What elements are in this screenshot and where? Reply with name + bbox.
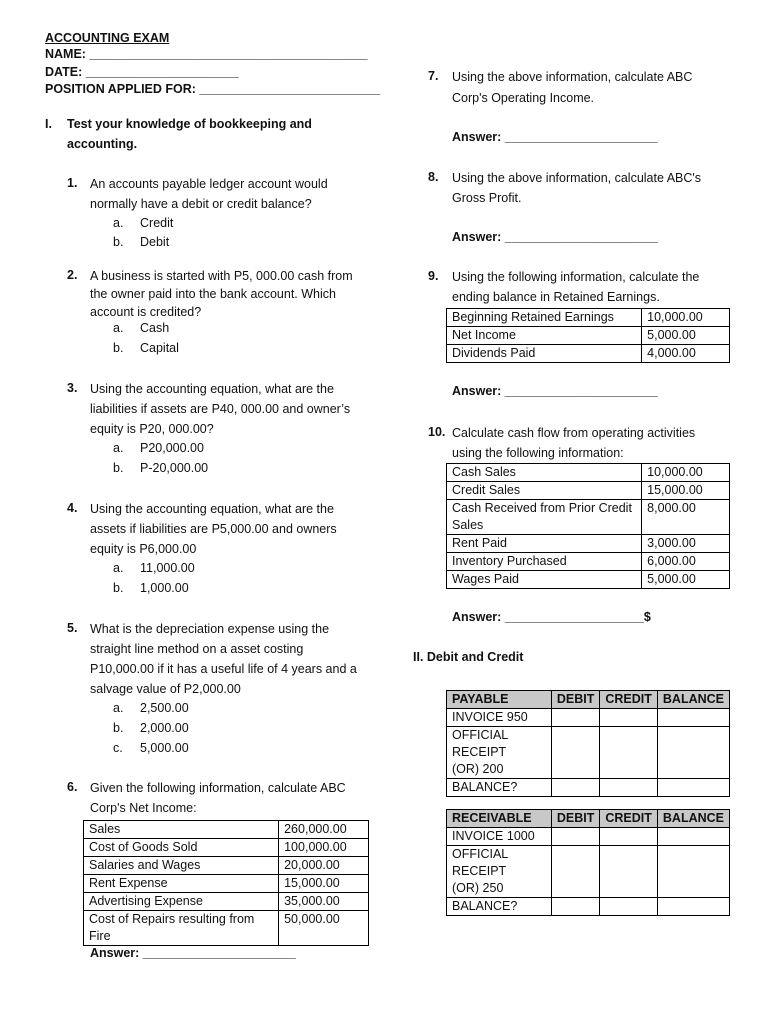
option-text: Capital — [140, 341, 179, 355]
net-income-table — [83, 820, 369, 946]
question-text: liabilities if assets are P40, 000.00 and owner’s — [90, 402, 351, 416]
row-label-line: Cash Received from Prior Credit — [452, 501, 632, 515]
question-text: equity is P20, 000.00? — [90, 422, 214, 436]
column-header: CREDIT — [600, 810, 658, 828]
question-text: What is the depreciation expense using the — [90, 622, 330, 636]
question-text: Using the following information, calculate the — [452, 270, 700, 284]
column-header: BALANCE — [657, 691, 729, 709]
row-label-line: Sales — [452, 518, 484, 532]
answer-field[interactable]: Answer: ______________________ — [452, 230, 658, 244]
column-header: DEBIT — [551, 691, 600, 709]
row-label-line: Fire — [89, 929, 111, 943]
column-header: BALANCE — [657, 810, 729, 828]
column-header: RECEIVABLE — [447, 810, 552, 828]
question-text: An accounts payable ledger account would — [90, 177, 328, 191]
row-value: 35,000.00 — [279, 893, 369, 911]
credit-cell[interactable] — [600, 828, 658, 846]
debit-cell[interactable] — [551, 779, 600, 797]
question-number: 5. — [67, 621, 78, 635]
row-value: 8,000.00 — [642, 500, 730, 535]
question-text: the owner paid into the bank account. Which — [90, 287, 336, 301]
row-label-line: OFFICIAL RECEIPT — [452, 847, 508, 878]
table-row — [447, 779, 730, 797]
section-title: Test your knowledge of bookkeeping and — [67, 117, 312, 131]
row-value: 4,000.00 — [642, 345, 730, 363]
question-text: Using the accounting equation, what are the — [90, 502, 334, 516]
table-row — [447, 345, 730, 363]
row-value: 20,000.00 — [279, 857, 369, 875]
table-row — [84, 911, 369, 946]
row-label — [447, 500, 642, 535]
table-row — [84, 893, 369, 911]
option-text: 2,500.00 — [140, 701, 189, 715]
table-row — [84, 857, 369, 875]
table-row — [447, 553, 730, 571]
question-text: assets if liabilities are P5,000.00 and owners — [90, 522, 337, 536]
question-text: straight line method on a asset costing — [90, 642, 304, 656]
table-row — [84, 821, 369, 839]
question-number: 4. — [67, 501, 78, 515]
row-label-line: Cost of Repairs resulting from — [89, 912, 255, 926]
row-value: 5,000.00 — [642, 571, 730, 589]
row-label: Dividends Paid — [447, 345, 642, 363]
row-label-line: (OR) 200 — [452, 762, 504, 776]
table-row — [447, 828, 730, 846]
row-label: Rent Paid — [447, 535, 642, 553]
question-number: 7. — [428, 69, 439, 83]
row-label: Inventory Purchased — [447, 553, 642, 571]
table-row — [447, 571, 730, 589]
option-letter: b. — [113, 581, 124, 595]
table-header-row — [447, 810, 730, 828]
question-text: Gross Profit. — [452, 191, 522, 205]
row-label: Advertising Expense — [84, 893, 279, 911]
table-row — [447, 500, 730, 535]
row-value: 15,000.00 — [279, 875, 369, 893]
row-value: 5,000.00 — [642, 327, 730, 345]
balance-cell[interactable] — [657, 779, 729, 797]
credit-cell[interactable] — [600, 709, 658, 727]
row-value: 15,000.00 — [642, 482, 730, 500]
question-number: 9. — [428, 269, 439, 283]
table-header-row — [447, 691, 730, 709]
row-label: BALANCE? — [447, 898, 552, 916]
table-row — [447, 727, 730, 779]
question-number: 3. — [67, 381, 78, 395]
option-text: P-20,000.00 — [140, 461, 209, 475]
option-letter: a. — [113, 441, 124, 455]
table-row — [447, 309, 730, 327]
section-2-title: II. Debit and Credit — [413, 650, 524, 664]
option-letter: b. — [113, 341, 124, 355]
credit-cell[interactable] — [600, 846, 658, 898]
receivable-table — [446, 809, 730, 916]
cash-flow-table — [446, 463, 730, 589]
balance-cell[interactable] — [657, 898, 729, 916]
position-field[interactable]: POSITION APPLIED FOR: __________________________ — [45, 82, 381, 96]
row-label: Rent Expense — [84, 875, 279, 893]
question-number: 2. — [67, 268, 78, 282]
table-row — [447, 709, 730, 727]
row-label: Cash Sales — [447, 464, 642, 482]
column-header: DEBIT — [551, 810, 600, 828]
answer-field[interactable]: Answer: ______________________ — [452, 384, 658, 398]
section-title-cont: accounting. — [67, 137, 138, 151]
option-text: Credit — [140, 216, 174, 230]
table-row — [447, 846, 730, 898]
table-row — [447, 327, 730, 345]
question-text: Calculate cash flow from operating activities — [452, 426, 696, 440]
row-label-line: (OR) 250 — [452, 881, 504, 895]
option-text: 5,000.00 — [140, 741, 189, 755]
row-label: Salaries and Wages — [84, 857, 279, 875]
retained-earnings-table — [446, 308, 730, 363]
debit-cell[interactable] — [551, 846, 600, 898]
option-letter: b. — [113, 721, 124, 735]
row-label: Beginning Retained Earnings — [447, 309, 642, 327]
row-label: BALANCE? — [447, 779, 552, 797]
question-number: 6. — [67, 780, 78, 794]
option-text: 2,000.00 — [140, 721, 189, 735]
question-text: normally have a debit or credit balance? — [90, 197, 312, 211]
row-label: INVOICE 950 — [447, 709, 552, 727]
question-text: Given the following information, calculate ABC — [90, 781, 346, 795]
option-letter: a. — [113, 216, 124, 230]
balance-cell[interactable] — [657, 846, 729, 898]
question-text: equity is P6,000.00 — [90, 542, 197, 556]
question-text: using the following information: — [452, 446, 624, 460]
row-label — [84, 911, 279, 946]
exam-title: ACCOUNTING EXAM — [45, 31, 170, 45]
question-number: 1. — [67, 176, 78, 190]
credit-cell[interactable] — [600, 727, 658, 779]
row-value: 3,000.00 — [642, 535, 730, 553]
payable-table — [446, 690, 730, 797]
name-field[interactable]: NAME: ________________________________________ — [45, 47, 368, 61]
balance-cell[interactable] — [657, 709, 729, 727]
row-label: Sales — [84, 821, 279, 839]
row-value: 100,000.00 — [279, 839, 369, 857]
question-text: P10,000.00 if it has a useful life of 4 years and a — [90, 662, 357, 676]
question-number: 10. — [428, 425, 446, 439]
section-numeral: I. — [45, 117, 52, 131]
balance-cell[interactable] — [657, 727, 729, 779]
row-label: INVOICE 1000 — [447, 828, 552, 846]
row-value: 6,000.00 — [642, 553, 730, 571]
option-text: P20,000.00 — [140, 441, 204, 455]
debit-cell[interactable] — [551, 898, 600, 916]
question-text: Using the above information, calculate ABC — [452, 70, 693, 84]
answer-field[interactable]: Answer: ______________________ — [90, 946, 296, 960]
row-label: Cost of Goods Sold — [84, 839, 279, 857]
question-number: 8. — [428, 170, 439, 184]
question-text: A business is started with P5, 000.00 cash from — [90, 269, 353, 283]
row-label-line: OFFICIAL RECEIPT — [452, 728, 508, 759]
credit-cell[interactable] — [600, 898, 658, 916]
row-value: 50,000.00 — [279, 911, 369, 946]
table-row — [84, 839, 369, 857]
table-row — [84, 875, 369, 893]
credit-cell[interactable] — [600, 779, 658, 797]
table-row — [447, 482, 730, 500]
answer-field[interactable]: Answer: ______________________ — [452, 130, 658, 144]
option-text: 11,000.00 — [140, 561, 195, 575]
option-letter: c. — [113, 741, 123, 755]
column-header: PAYABLE — [447, 691, 552, 709]
table-row — [447, 898, 730, 916]
row-label: Credit Sales — [447, 482, 642, 500]
question-text: salvage value of P2,000.00 — [90, 682, 241, 696]
option-letter: a. — [113, 701, 124, 715]
row-label: Net Income — [447, 327, 642, 345]
debit-cell[interactable] — [551, 828, 600, 846]
option-text: Cash — [140, 321, 170, 335]
answer-field[interactable]: Answer: ____________________$ — [452, 610, 651, 624]
debit-cell[interactable] — [551, 709, 600, 727]
question-text: account is credited? — [90, 305, 202, 319]
option-letter: a. — [113, 561, 124, 575]
question-text: Corp's Net Income: — [90, 801, 197, 815]
row-label — [447, 846, 552, 898]
table-row — [447, 464, 730, 482]
date-field[interactable]: DATE: ______________________ — [45, 65, 239, 79]
question-text: Using the above information, calculate ABC's — [452, 171, 702, 185]
option-letter: b. — [113, 461, 124, 475]
option-letter: a. — [113, 321, 124, 335]
option-letter: b. — [113, 235, 124, 249]
option-text: 1,000.00 — [140, 581, 189, 595]
option-text: Debit — [140, 235, 170, 249]
row-value: 10,000.00 — [642, 309, 730, 327]
row-label — [447, 727, 552, 779]
row-value: 260,000.00 — [279, 821, 369, 839]
row-value: 10,000.00 — [642, 464, 730, 482]
column-header: CREDIT — [600, 691, 658, 709]
table-row — [447, 535, 730, 553]
balance-cell[interactable] — [657, 828, 729, 846]
question-text: ending balance in Retained Earnings. — [452, 290, 660, 304]
debit-cell[interactable] — [551, 727, 600, 779]
question-text: Corp's Operating Income. — [452, 91, 595, 105]
row-label: Wages Paid — [447, 571, 642, 589]
question-text: Using the accounting equation, what are the — [90, 382, 334, 396]
